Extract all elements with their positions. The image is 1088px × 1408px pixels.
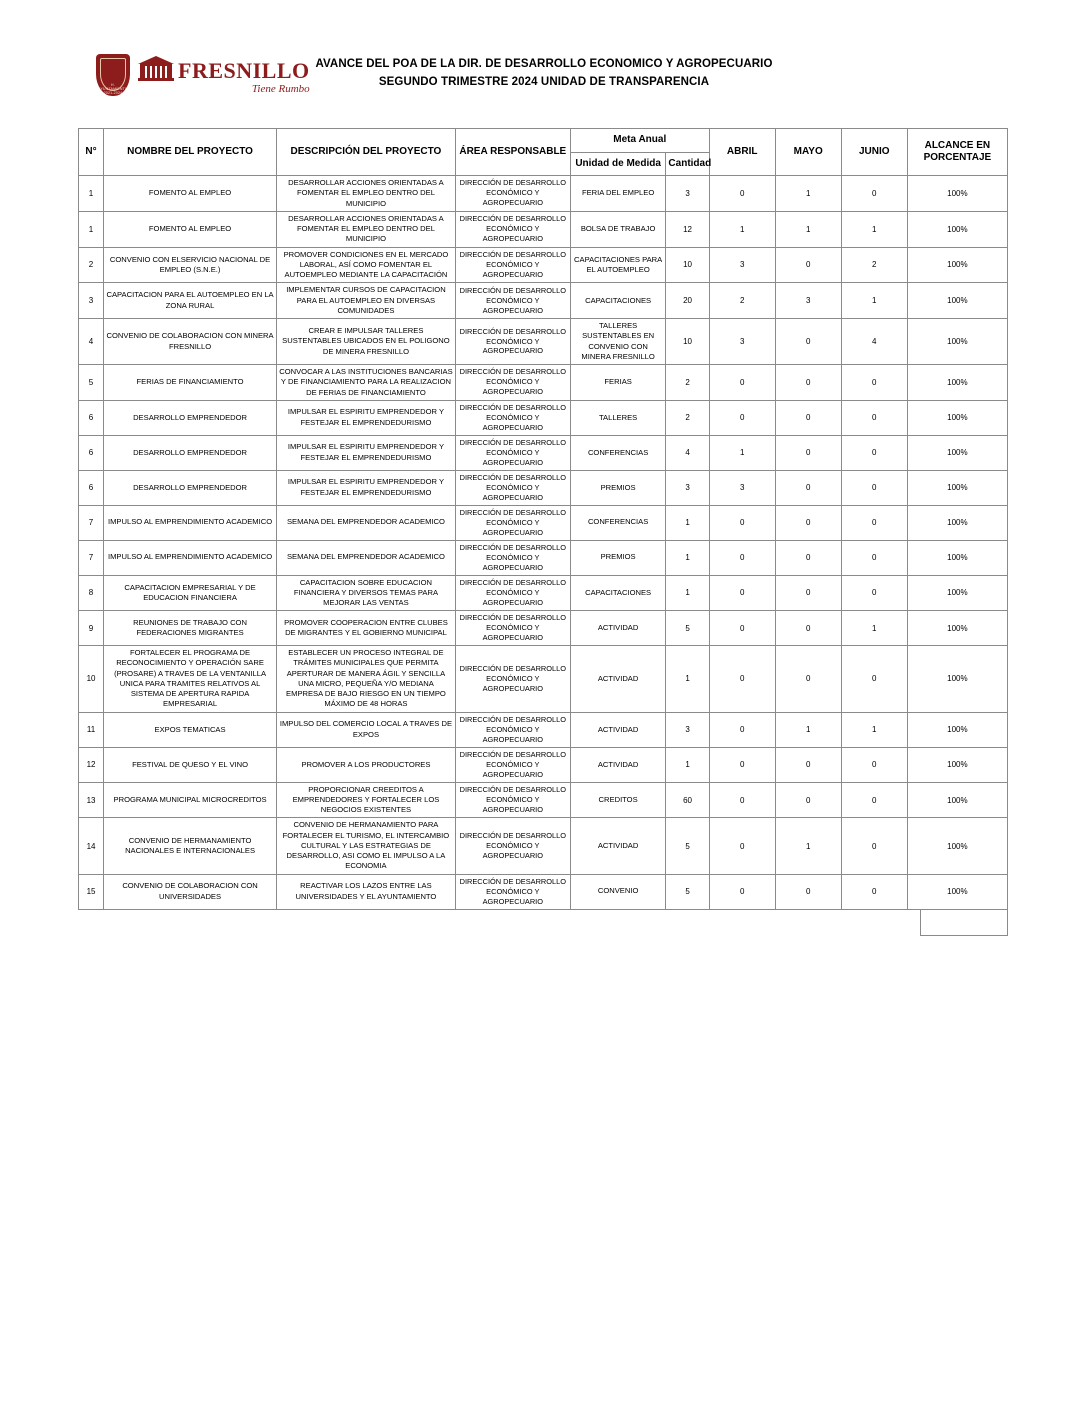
cell-april: 0 xyxy=(709,575,775,611)
title-line-2: SEGUNDO TRIMESTRE 2024 UNIDAD DE TRANSPARENCIA xyxy=(378,75,710,88)
cell-unit: PREMIOS xyxy=(570,470,666,505)
table-row xyxy=(79,400,1008,435)
cell-june: 0 xyxy=(841,435,907,470)
brand-name: FRESNILLO xyxy=(178,57,310,83)
column-header-project: NOMBRE DEL PROYECTO xyxy=(104,129,277,176)
cell-project: CAPACITACION PARA EL AUTOEMPLEO EN LA ZONA RURAL xyxy=(104,283,277,319)
cell-percent: 100% xyxy=(907,365,1007,401)
cell-description: DESARROLLAR ACCIONES ORIENTADAS A FOMENTAR EL EMPLEO DENTRO DEL MUNICIPIO xyxy=(277,176,456,212)
cell-april: 0 xyxy=(709,505,775,540)
cell-unit: BOLSA DE TRABAJO xyxy=(570,211,666,247)
cell-unit: FERIA DEL EMPLEO xyxy=(570,176,666,212)
cell-description: CAPACITACION SOBRE EDUCACION FINANCIERA Y DIVERSOS TEMAS PARA MEJORAR LAS VENTAS xyxy=(277,575,456,611)
cell-quantity: 3 xyxy=(666,470,709,505)
cell-june: 1 xyxy=(841,211,907,247)
cell-num: 5 xyxy=(79,365,104,401)
cell-project: IMPULSO AL EMPRENDIMIENTO ACADEMICO xyxy=(104,505,277,540)
cell-project: REUNIONES DE TRABAJO CON FEDERACIONES MIGRANTES xyxy=(104,611,277,646)
cell-june: 0 xyxy=(841,540,907,575)
cell-april: 1 xyxy=(709,211,775,247)
cell-june: 4 xyxy=(841,319,907,365)
cell-description: CREAR E IMPULSAR TALLERES SUSTENTABLES UBICADOS EN EL POLIGONO DE MINERA FRESNILLO xyxy=(277,319,456,365)
cell-quantity: 1 xyxy=(666,540,709,575)
cell-area: DIRECCIÓN DE DESARROLLO ECONÓMICO Y AGROPECUARIO xyxy=(455,470,570,505)
cell-area: DIRECCIÓN DE DESARROLLO ECONÓMICO Y AGROPECUARIO xyxy=(455,874,570,909)
cell-percent: 100% xyxy=(907,505,1007,540)
building-icon xyxy=(138,56,174,82)
cell-project: DESARROLLO EMPRENDEDOR xyxy=(104,400,277,435)
cell-area: DIRECCIÓN DE DESARROLLO ECONÓMICO Y AGROPECUARIO xyxy=(455,505,570,540)
cell-june: 1 xyxy=(841,712,907,747)
cell-unit: TALLERES SUSTENTABLES EN CONVENIO CON MINERA FRESNILLO xyxy=(570,319,666,365)
cell-april: 0 xyxy=(709,818,775,874)
cell-area: DIRECCIÓN DE DESARROLLO ECONÓMICO Y AGROPECUARIO xyxy=(455,435,570,470)
cell-description: PROMOVER COOPERACION ENTRE CLUBES DE MIGRANTES Y EL GOBIERNO MUNICIPAL xyxy=(277,611,456,646)
cell-june: 0 xyxy=(841,505,907,540)
cell-april: 0 xyxy=(709,540,775,575)
cell-description: IMPLEMENTAR CURSOS DE CAPACITACION PARA EL AUTOEMPLEO EN DIVERSAS COMUNIDADES xyxy=(277,283,456,319)
cell-percent: 100% xyxy=(907,400,1007,435)
cell-unit: ACTIVIDAD xyxy=(570,646,666,713)
cell-project: FORTALECER EL PROGRAMA DE RECONOCIMIENTO Y OPERACIÓN SARE (PROSARE) A TRAVES DE LA VENTANILLA UNICA PARA TRAMITES RELATIVOS AL SISTEMA DE APERTURA RAPIDA EMPRESARIAL xyxy=(104,646,277,713)
column-header-june: JUNIO xyxy=(841,129,907,176)
cell-june: 0 xyxy=(841,747,907,782)
table-row xyxy=(79,874,1008,909)
cell-num: 6 xyxy=(79,435,104,470)
cell-percent: 100% xyxy=(907,611,1007,646)
cell-quantity: 10 xyxy=(666,247,709,283)
cell-unit: CONFERENCIAS xyxy=(570,505,666,540)
table-row xyxy=(79,247,1008,283)
cell-april: 0 xyxy=(709,646,775,713)
cell-unit: ACTIVIDAD xyxy=(570,818,666,874)
shield-caption: H. AYUNTAMIENTO 2021-2024 xyxy=(98,83,128,95)
column-header-num: N° xyxy=(79,129,104,176)
cell-area: DIRECCIÓN DE DESARROLLO ECONÓMICO Y AGROPECUARIO xyxy=(455,400,570,435)
cell-num: 7 xyxy=(79,505,104,540)
cell-may: 0 xyxy=(775,646,841,713)
cell-description: IMPULSAR EL ESPIRITU EMPRENDEDOR Y FESTEJAR EL EMPRENDEDURISMO xyxy=(277,435,456,470)
cell-description: CONVOCAR A LAS INSTITUCIONES BANCARIAS Y DE FINANCIAMIENTO PARA LA REALIZACION DE FERIAS DE FINANCIAMIENTO xyxy=(277,365,456,401)
cell-description: ESTABLECER UN PROCESO INTEGRAL DE TRÁMITES MUNICIPALES QUE PERMITA APERTURAR DE MANERA ÁGIL Y SENCILLA UNA MICRO, PEQUEÑA Y/O MEDIANA EMPRESA DE BAJO RIESGO EN UN TIEMPO MÁXIMO DE 48 HORAS xyxy=(277,646,456,713)
cell-num: 14 xyxy=(79,818,104,874)
cell-may: 0 xyxy=(775,575,841,611)
cell-percent: 100% xyxy=(907,646,1007,713)
cell-area: DIRECCIÓN DE DESARROLLO ECONÓMICO Y AGROPECUARIO xyxy=(455,319,570,365)
cell-percent: 100% xyxy=(907,540,1007,575)
cell-description: DESARROLLAR ACCIONES ORIENTADAS A FOMENTAR EL EMPLEO DENTRO DEL MUNICIPIO xyxy=(277,211,456,247)
cell-percent: 100% xyxy=(907,818,1007,874)
cell-percent: 100% xyxy=(907,874,1007,909)
cell-unit: CAPACITACIONES xyxy=(570,283,666,319)
cell-may: 0 xyxy=(775,874,841,909)
table-row xyxy=(79,747,1008,782)
cell-may: 0 xyxy=(775,611,841,646)
table-row xyxy=(79,283,1008,319)
cell-percent: 100% xyxy=(907,782,1007,818)
cell-project: CAPACITACION EMPRESARIAL Y DE EDUCACION FINANCIERA xyxy=(104,575,277,611)
cell-june: 0 xyxy=(841,400,907,435)
cell-description: REACTIVAR LOS LAZOS ENTRE LAS UNIVERSIDADES Y EL AYUNTAMIENTO xyxy=(277,874,456,909)
cell-quantity: 60 xyxy=(666,782,709,818)
cell-description: IMPULSO DEL COMERCIO LOCAL A TRAVES DE EXPOS xyxy=(277,712,456,747)
table-row xyxy=(79,782,1008,818)
cell-april: 3 xyxy=(709,470,775,505)
cell-area: DIRECCIÓN DE DESARROLLO ECONÓMICO Y AGROPECUARIO xyxy=(455,782,570,818)
cell-may: 1 xyxy=(775,818,841,874)
cell-june: 1 xyxy=(841,611,907,646)
cell-percent: 100% xyxy=(907,283,1007,319)
cell-unit: PREMIOS xyxy=(570,540,666,575)
cell-area: DIRECCIÓN DE DESARROLLO ECONÓMICO Y AGROPECUARIO xyxy=(455,283,570,319)
cell-project: FOMENTO AL EMPLEO xyxy=(104,176,277,212)
table-row xyxy=(79,470,1008,505)
cell-percent: 100% xyxy=(907,470,1007,505)
cell-project: CONVENIO CON ELSERVICIO NACIONAL DE EMPLEO (S.N.E.) xyxy=(104,247,277,283)
cell-june: 0 xyxy=(841,874,907,909)
cell-description: IMPULSAR EL ESPIRITU EMPRENDEDOR Y FESTEJAR EL EMPRENDEDURISMO xyxy=(277,400,456,435)
cell-april: 1 xyxy=(709,435,775,470)
brand-wordmark xyxy=(138,56,310,95)
cell-may: 1 xyxy=(775,176,841,212)
cell-june: 0 xyxy=(841,575,907,611)
cell-unit: CONVENIO xyxy=(570,874,666,909)
cell-quantity: 1 xyxy=(666,747,709,782)
cell-may: 0 xyxy=(775,435,841,470)
cell-num: 3 xyxy=(79,283,104,319)
coat-of-arms-icon xyxy=(96,54,130,96)
cell-unit: FERIAS xyxy=(570,365,666,401)
cell-quantity: 20 xyxy=(666,283,709,319)
cell-percent: 100% xyxy=(907,435,1007,470)
cell-unit: CREDITOS xyxy=(570,782,666,818)
cell-num: 13 xyxy=(79,782,104,818)
cell-unit: ACTIVIDAD xyxy=(570,712,666,747)
cell-june: 1 xyxy=(841,283,907,319)
cell-april: 0 xyxy=(709,712,775,747)
cell-project: DESARROLLO EMPRENDEDOR xyxy=(104,435,277,470)
column-header-area: ÁREA RESPONSABLE xyxy=(455,129,570,176)
cell-april: 0 xyxy=(709,782,775,818)
cell-area: DIRECCIÓN DE DESARROLLO ECONÓMICO Y AGROPECUARIO xyxy=(455,611,570,646)
table-row xyxy=(79,646,1008,713)
table-row xyxy=(79,176,1008,212)
cell-area: DIRECCIÓN DE DESARROLLO ECONÓMICO Y AGROPECUARIO xyxy=(455,646,570,713)
cell-april: 0 xyxy=(709,365,775,401)
cell-area: DIRECCIÓN DE DESARROLLO ECONÓMICO Y AGROPECUARIO xyxy=(455,540,570,575)
cell-quantity: 5 xyxy=(666,818,709,874)
cell-quantity: 1 xyxy=(666,575,709,611)
cell-project: EXPOS TEMATICAS xyxy=(104,712,277,747)
column-header-april: ABRIL xyxy=(709,129,775,176)
cell-percent: 100% xyxy=(907,747,1007,782)
cell-percent: 100% xyxy=(907,211,1007,247)
cell-june: 0 xyxy=(841,470,907,505)
cell-description: PROMOVER CONDICIONES EN EL MERCADO LABORAL, ASÍ COMO FOMENTAR EL AUTOEMPLEO MEDIANTE LA CAPACITACIÓN xyxy=(277,247,456,283)
table-row xyxy=(79,505,1008,540)
column-header-quantity: Cantidad xyxy=(666,152,709,176)
cell-quantity: 2 xyxy=(666,365,709,401)
cell-quantity: 2 xyxy=(666,400,709,435)
cell-april: 3 xyxy=(709,319,775,365)
cell-may: 0 xyxy=(775,319,841,365)
cell-quantity: 3 xyxy=(666,176,709,212)
cell-quantity: 4 xyxy=(666,435,709,470)
cell-num: 6 xyxy=(79,400,104,435)
cell-project: FERIAS DE FINANCIAMIENTO xyxy=(104,365,277,401)
cell-unit: ACTIVIDAD xyxy=(570,611,666,646)
table-row xyxy=(79,818,1008,874)
cell-quantity: 12 xyxy=(666,211,709,247)
cell-percent: 100% xyxy=(907,176,1007,212)
cell-unit: CAPACITACIONES PARA EL AUTOEMPLEO xyxy=(570,247,666,283)
brand-tagline: Tiene Rumbo xyxy=(251,82,310,95)
cell-num: 12 xyxy=(79,747,104,782)
table-row xyxy=(79,319,1008,365)
cell-may: 0 xyxy=(775,540,841,575)
cell-area: DIRECCIÓN DE DESARROLLO ECONÓMICO Y AGROPECUARIO xyxy=(455,712,570,747)
cell-quantity: 5 xyxy=(666,611,709,646)
cell-percent: 100% xyxy=(907,319,1007,365)
cell-quantity: 3 xyxy=(666,712,709,747)
column-header-may: MAYO xyxy=(775,129,841,176)
cell-unit: CONFERENCIAS xyxy=(570,435,666,470)
cell-may: 0 xyxy=(775,747,841,782)
cell-area: DIRECCIÓN DE DESARROLLO ECONÓMICO Y AGROPECUARIO xyxy=(455,176,570,212)
cell-project: CONVENIO DE COLABORACION CON MINERA FRESNILLO xyxy=(104,319,277,365)
cell-june: 0 xyxy=(841,646,907,713)
cell-percent: 100% xyxy=(907,247,1007,283)
cell-num: 7 xyxy=(79,540,104,575)
cell-june: 2 xyxy=(841,247,907,283)
cell-april: 0 xyxy=(709,874,775,909)
table-row xyxy=(79,611,1008,646)
cell-quantity: 5 xyxy=(666,874,709,909)
cell-percent: 100% xyxy=(907,575,1007,611)
cell-project: PROGRAMA MUNICIPAL MICROCREDITOS xyxy=(104,782,277,818)
cell-may: 0 xyxy=(775,470,841,505)
cell-project: DESARROLLO EMPRENDEDOR xyxy=(104,470,277,505)
cell-num: 1 xyxy=(79,176,104,212)
cell-quantity: 10 xyxy=(666,319,709,365)
cell-num: 15 xyxy=(79,874,104,909)
cell-april: 0 xyxy=(709,611,775,646)
poa-table xyxy=(78,128,1008,910)
cell-num: 4 xyxy=(79,319,104,365)
cell-may: 3 xyxy=(775,283,841,319)
table-row xyxy=(79,435,1008,470)
cell-project: IMPULSO AL EMPRENDIMIENTO ACADEMICO xyxy=(104,540,277,575)
cell-may: 1 xyxy=(775,712,841,747)
cell-num: 11 xyxy=(79,712,104,747)
cell-area: DIRECCIÓN DE DESARROLLO ECONÓMICO Y AGROPECUARIO xyxy=(455,747,570,782)
column-header-goal-group: Meta Anual xyxy=(570,129,709,153)
cell-area: DIRECCIÓN DE DESARROLLO ECONÓMICO Y AGROPECUARIO xyxy=(455,575,570,611)
cell-june: 0 xyxy=(841,365,907,401)
cell-num: 10 xyxy=(79,646,104,713)
cell-percent: 100% xyxy=(907,712,1007,747)
column-header-unit: Unidad de Medida xyxy=(570,152,666,176)
cell-num: 2 xyxy=(79,247,104,283)
cell-unit: ACTIVIDAD xyxy=(570,747,666,782)
cell-project: CONVENIO DE HERMANAMIENTO NACIONALES E INTERNACIONALES xyxy=(104,818,277,874)
cell-num: 1 xyxy=(79,211,104,247)
footer-empty-box xyxy=(920,910,1008,936)
cell-june: 0 xyxy=(841,818,907,874)
cell-area: DIRECCIÓN DE DESARROLLO ECONÓMICO Y AGROPECUARIO xyxy=(455,211,570,247)
cell-unit: CAPACITACIONES xyxy=(570,575,666,611)
cell-april: 0 xyxy=(709,176,775,212)
cell-may: 0 xyxy=(775,782,841,818)
cell-may: 1 xyxy=(775,211,841,247)
cell-quantity: 1 xyxy=(666,505,709,540)
cell-project: FESTIVAL DE QUESO Y EL VINO xyxy=(104,747,277,782)
table-row xyxy=(79,365,1008,401)
cell-june: 0 xyxy=(841,782,907,818)
cell-quantity: 1 xyxy=(666,646,709,713)
cell-description: IMPULSAR EL ESPIRITU EMPRENDEDOR Y FESTEJAR EL EMPRENDEDURISMO xyxy=(277,470,456,505)
cell-may: 0 xyxy=(775,505,841,540)
column-header-percent: ALCANCE EN PORCENTAJE xyxy=(907,129,1007,176)
table-row xyxy=(79,712,1008,747)
table-row xyxy=(79,211,1008,247)
table-header xyxy=(79,129,1008,176)
cell-num: 9 xyxy=(79,611,104,646)
title-line-1: AVANCE DEL POA DE LA DIR. DE DESARROLLO ECONOMICO Y AGROPECUARIO xyxy=(315,58,773,70)
cell-april: 0 xyxy=(709,747,775,782)
cell-num: 8 xyxy=(79,575,104,611)
cell-description: CONVENIO DE HERMANAMIENTO PARA FORTALECER EL TURISMO, EL INTERCAMBIO CULTURAL Y LAS ESTRATEGIAS DE DESARROLLO, ASI COMO EL IMPULSO A LA ECONOMIA xyxy=(277,818,456,874)
cell-project: FOMENTO AL EMPLEO xyxy=(104,211,277,247)
cell-june: 0 xyxy=(841,176,907,212)
cell-area: DIRECCIÓN DE DESARROLLO ECONÓMICO Y AGROPECUARIO xyxy=(455,247,570,283)
cell-description: PROMOVER A LOS PRODUCTORES xyxy=(277,747,456,782)
cell-may: 0 xyxy=(775,247,841,283)
cell-project: CONVENIO DE COLABORACION CON UNIVERSIDADES xyxy=(104,874,277,909)
cell-may: 0 xyxy=(775,365,841,401)
cell-april: 0 xyxy=(709,400,775,435)
table-row xyxy=(79,540,1008,575)
cell-description: SEMANA DEL EMPRENDEDOR ACADEMICO xyxy=(277,505,456,540)
cell-description: SEMANA DEL EMPRENDEDOR ACADEMICO xyxy=(277,540,456,575)
cell-area: DIRECCIÓN DE DESARROLLO ECONÓMICO Y AGROPECUARIO xyxy=(455,818,570,874)
cell-area: DIRECCIÓN DE DESARROLLO ECONÓMICO Y AGROPECUARIO xyxy=(455,365,570,401)
cell-num: 6 xyxy=(79,470,104,505)
table-row xyxy=(79,575,1008,611)
fresnillo-logo xyxy=(96,54,310,96)
document-header xyxy=(78,40,1010,110)
table-body xyxy=(79,176,1008,910)
cell-unit: TALLERES xyxy=(570,400,666,435)
cell-may: 0 xyxy=(775,400,841,435)
cell-april: 3 xyxy=(709,247,775,283)
cell-april: 2 xyxy=(709,283,775,319)
cell-description: PROPORCIONAR CREEDITOS A EMPRENDEDORES Y FORTALECER LOS NEGOCIOS EXISTENTES xyxy=(277,782,456,818)
column-header-description: DESCRIPCIÓN DEL PROYECTO xyxy=(277,129,456,176)
